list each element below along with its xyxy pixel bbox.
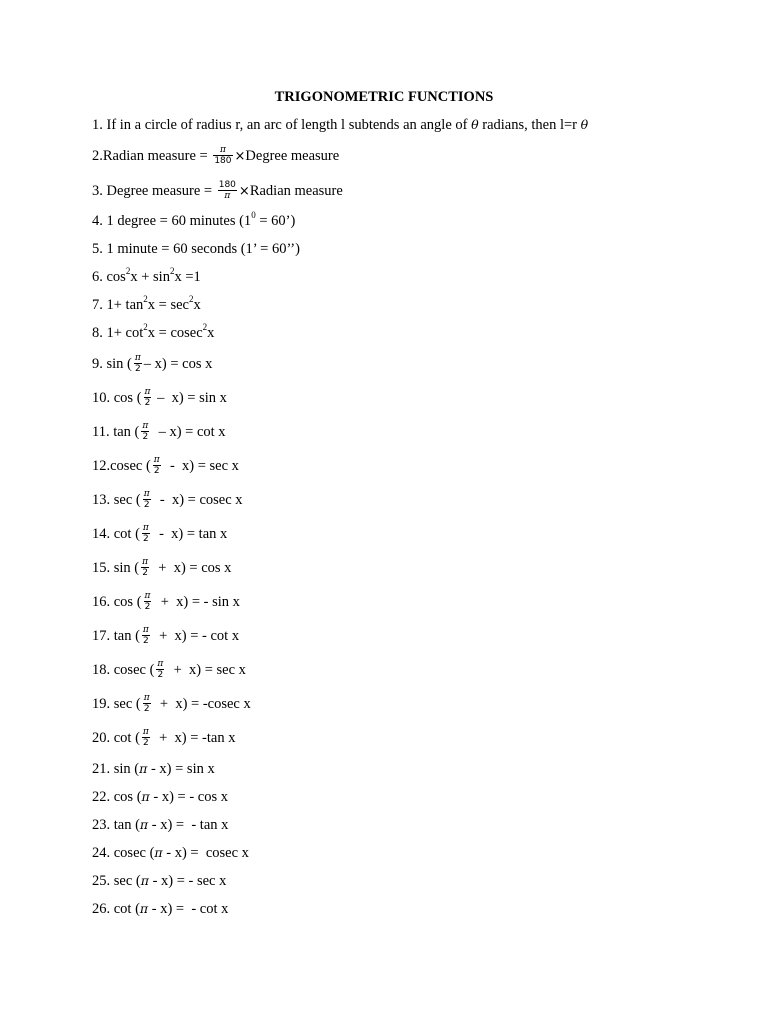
formula-8-text: x — [207, 325, 215, 341]
formula-suffix: - x) = sec x — [162, 457, 239, 474]
formula-suffix: + x) = - cot x — [151, 627, 240, 644]
formula-16 — [92, 592, 240, 613]
formula-5 — [92, 240, 300, 258]
pi-symbol: π — [141, 789, 150, 804]
formula-suffix: – x) = cos x — [143, 355, 213, 372]
fraction-denominator: 2 — [143, 500, 150, 510]
fraction-numerator: π — [143, 489, 150, 499]
pi-symbol: π — [140, 873, 149, 888]
formula-8-text: 8. 1+ cot — [92, 325, 144, 341]
pi-over-two-fraction — [144, 387, 152, 408]
superscript: 2 — [125, 266, 131, 277]
formula-prefix: 21. sin ( — [92, 761, 140, 777]
theta-symbol: θ — [471, 117, 479, 132]
formula-8-text: x = cosec — [147, 325, 203, 341]
fraction-denominator: 2 — [142, 432, 149, 442]
pi-over-two-fraction — [141, 557, 149, 578]
formula-2-prefix: 2.Radian measure = — [92, 147, 212, 164]
fraction-numerator: π — [134, 353, 141, 363]
formula-suffix: + x) = - sin x — [153, 593, 240, 610]
formula-prefix: 9. sin ( — [92, 355, 132, 372]
fraction-denominator: π — [224, 191, 231, 201]
formula-6-text: 6. cos — [92, 269, 126, 285]
formula-suffix: - x) = cosec x — [152, 491, 243, 508]
pi-over-two-fraction — [144, 591, 152, 612]
fraction-denominator: 2 — [144, 602, 151, 612]
formula-7 — [92, 296, 201, 314]
fraction-numerator: π — [144, 591, 151, 601]
formula-1-prefix: 1. If in a circle of radius r, an arc of length l subtends an angle of — [92, 117, 472, 133]
formula-18 — [92, 660, 246, 681]
formula-prefix: 20. cot ( — [92, 729, 140, 746]
formula-prefix: 18. cosec ( — [92, 661, 155, 678]
fraction-numerator: π — [157, 659, 164, 669]
fraction — [218, 180, 237, 201]
pi-over-two-fraction — [153, 455, 161, 476]
superscript: 2 — [169, 266, 175, 277]
formula-17 — [92, 626, 239, 647]
fraction-numerator: π — [144, 387, 151, 397]
fraction-numerator: π — [142, 557, 149, 567]
fraction-numerator: π — [213, 145, 232, 156]
pi-over-two-fraction — [143, 693, 151, 714]
fraction-numerator: π — [142, 727, 149, 737]
formula-suffix: - x) = - sec x — [148, 873, 227, 889]
formula-10 — [92, 388, 227, 409]
formula-prefix: 26. cot ( — [92, 901, 140, 917]
formula-2 — [92, 146, 339, 167]
formula-19 — [92, 694, 251, 715]
formula-3 — [92, 181, 343, 202]
fraction-numerator: 180 — [218, 180, 236, 190]
formula-suffix: + x) = -cosec x — [152, 695, 251, 712]
fraction-denominator: 2 — [153, 466, 160, 476]
formula-suffix: - x) = sin x — [147, 761, 215, 777]
times-symbol: × — [238, 183, 250, 199]
formula-prefix: 17. tan ( — [92, 627, 140, 644]
pi-over-two-fraction — [142, 625, 150, 646]
pi-symbol: π — [139, 901, 149, 916]
formula-prefix: 19. sec ( — [92, 695, 141, 712]
pi-symbol: π — [154, 845, 163, 860]
superscript: 2 — [202, 322, 208, 333]
pi-over-two-fraction — [141, 421, 149, 442]
formula-prefix: 23. tan ( — [92, 817, 140, 833]
formula-prefix: 12.cosec ( — [92, 457, 151, 474]
formula-11 — [92, 422, 226, 443]
superscript: 2 — [143, 294, 148, 305]
theta-symbol: θ — [580, 117, 589, 132]
formula-suffix: – x) = sin x — [153, 389, 227, 406]
pi-over-two-fraction — [142, 523, 150, 544]
formula-suffix: - x) = tan x — [151, 525, 228, 542]
fraction-denominator: 2 — [143, 636, 149, 646]
formula-suffix: + x) = sec x — [166, 661, 246, 678]
formula-2-suffix: Degree measure — [245, 147, 340, 164]
fraction-numerator: π — [143, 693, 150, 703]
formula-prefix: 14. cot ( — [92, 525, 140, 542]
formula-prefix: 16. cos ( — [92, 593, 142, 610]
fraction-numerator: π — [153, 455, 160, 465]
formula-20 — [92, 728, 235, 749]
fraction-numerator: π — [142, 625, 149, 635]
pi-over-two-fraction — [142, 727, 150, 748]
fraction-denominator: 2 — [142, 568, 148, 578]
superscript: 2 — [143, 322, 148, 333]
formula-12 — [92, 456, 239, 477]
formula-suffix: - x) = - cos x — [149, 789, 229, 805]
formula-suffix: - x) = cosec x — [162, 845, 249, 861]
formula-1 — [92, 116, 588, 134]
formula-suffix: + x) = cos x — [151, 559, 232, 576]
formula-5-text: 5. 1 minute = 60 seconds (1’ = 60’’) — [92, 241, 300, 257]
fraction-denominator: 2 — [143, 738, 149, 748]
formula-13 — [92, 490, 243, 511]
formula-25 — [92, 872, 226, 890]
formula-21 — [92, 760, 215, 778]
formula-prefix: 13. sec ( — [92, 491, 141, 508]
formula-4-text: 4. 1 degree = 60 minutes (1 — [92, 213, 252, 229]
superscript: 2 — [188, 294, 194, 305]
formula-suffix: - x) = - tan x — [148, 817, 229, 833]
formula-prefix: 10. cos ( — [92, 389, 142, 406]
page-title: TRIGONOMETRIC FUNCTIONS — [274, 89, 494, 105]
pi-symbol: π — [139, 817, 149, 832]
formula-9 — [92, 354, 212, 375]
formula-6-text: x =1 — [174, 269, 201, 285]
formula-suffix: - x) = - cot x — [148, 901, 229, 917]
formula-6-text: x + sin — [130, 269, 170, 285]
formula-prefix: 24. cosec ( — [92, 845, 155, 861]
formula-22 — [92, 788, 228, 806]
formula-14 — [92, 524, 227, 545]
formula-8 — [92, 324, 214, 342]
formula-23 — [92, 816, 228, 834]
formula-suffix: – x) = cot x — [151, 423, 226, 440]
fraction-denominator: 2 — [157, 670, 164, 680]
fraction-numerator: π — [142, 421, 149, 431]
formula-4 — [92, 212, 295, 230]
fraction-denominator: 180 — [214, 156, 232, 166]
formula-26 — [92, 900, 228, 918]
superscript: 0 — [251, 210, 256, 221]
fraction-denominator: 2 — [143, 704, 150, 714]
pi-over-two-fraction — [156, 659, 164, 680]
pi-over-two-fraction — [134, 353, 142, 374]
formula-3-suffix: Radian measure — [249, 182, 343, 199]
formula-prefix: 25. sec ( — [92, 873, 141, 889]
fraction — [213, 145, 232, 166]
pi-over-two-fraction — [143, 489, 151, 510]
formula-1-middle: radians, then l=r — [478, 117, 581, 133]
formula-prefix: 11. tan ( — [92, 423, 140, 440]
formula-4-text-end: = 60’) — [255, 213, 296, 229]
formula-prefix: 15. sin ( — [92, 559, 140, 576]
fraction-denominator: 2 — [134, 364, 141, 374]
pi-symbol: π — [139, 761, 148, 776]
formula-3-prefix: 3. Degree measure = — [92, 182, 216, 199]
formula-24 — [92, 844, 249, 862]
fraction-numerator: π — [142, 523, 149, 533]
formula-15 — [92, 558, 231, 579]
times-symbol: × — [234, 148, 246, 164]
formula-7-text: x = sec — [147, 297, 189, 313]
fraction-denominator: 2 — [143, 534, 149, 544]
formula-suffix: + x) = -tan x — [151, 729, 236, 746]
formula-7-text: 7. 1+ tan — [92, 297, 144, 313]
formula-prefix: 22. cos ( — [92, 789, 142, 805]
fraction-denominator: 2 — [144, 398, 151, 408]
formula-6 — [92, 268, 201, 286]
formula-7-text: x — [193, 297, 201, 313]
